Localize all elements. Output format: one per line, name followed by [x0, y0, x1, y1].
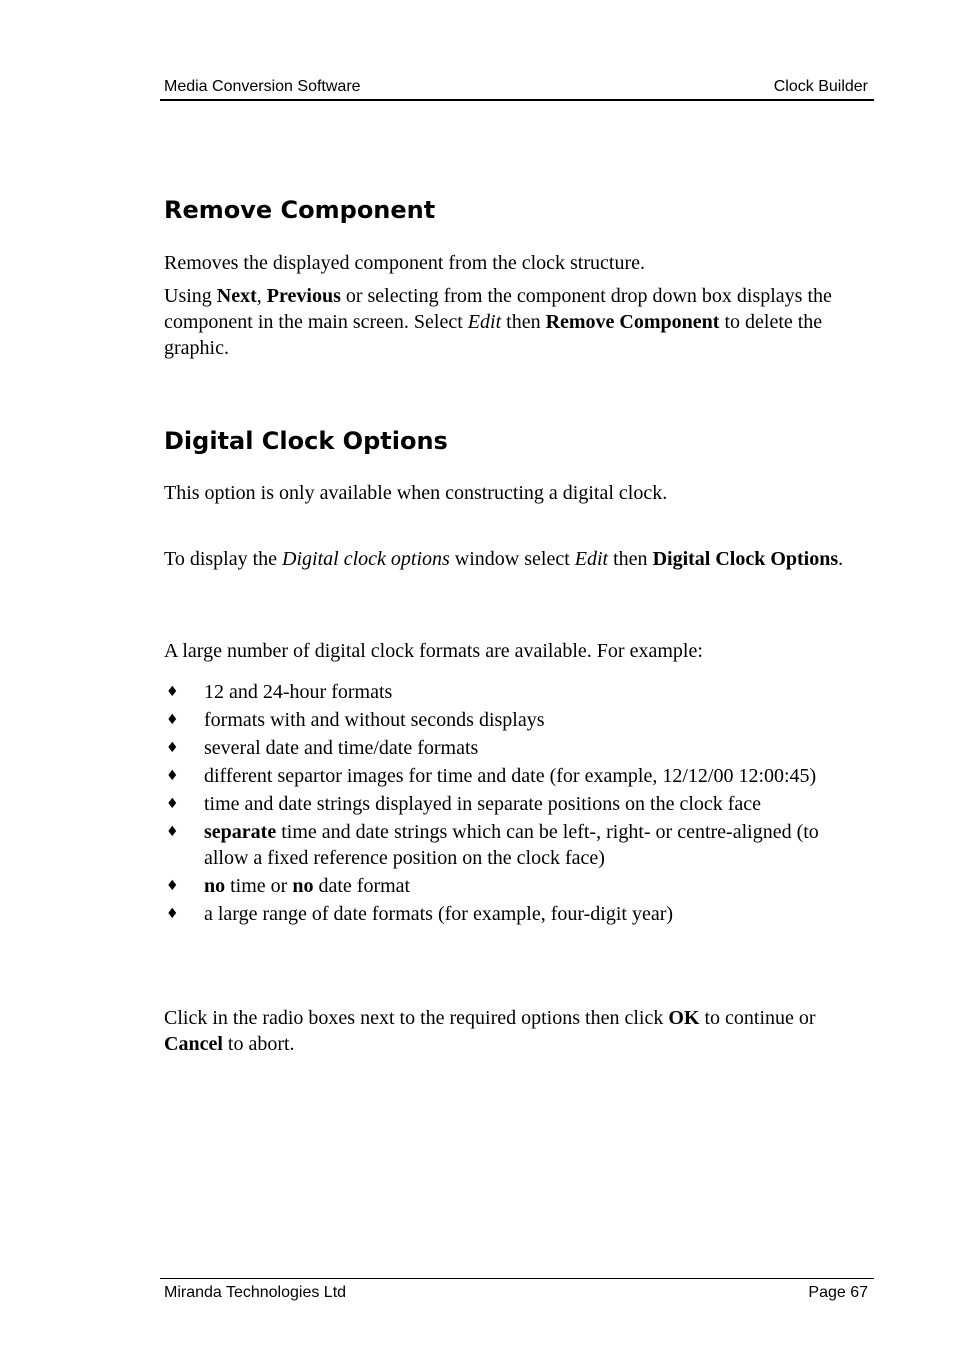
edit-menu-term: Edit — [467, 311, 502, 333]
diamond-bullet-icon: ♦ — [166, 684, 179, 700]
text-fragment: to delete the graphic. — [164, 311, 823, 359]
digital-clock-options-window-term: Digital clock options — [282, 548, 450, 570]
header-document-title: Media Conversion Software — [164, 78, 361, 95]
remove-component-term: Remove Component — [545, 311, 720, 333]
confirm-instructions — [164, 1005, 854, 1057]
page-number: Page 67 — [808, 1284, 868, 1301]
diamond-bullet-icon: ♦ — [166, 740, 179, 756]
cancel-term: Cancel — [164, 1033, 223, 1055]
text-fragment: or selecting from the component drop down box displays the component in the main screen. Select — [164, 285, 832, 333]
list-item — [164, 791, 854, 817]
ok-term: OK — [668, 1007, 700, 1029]
list-item-text: several date and time/date formats — [204, 737, 479, 759]
text-fragment: . — [838, 548, 844, 570]
header-chapter-title: Clock Builder — [773, 78, 868, 95]
list-item-text: 12 and 24-hour formats — [204, 681, 393, 703]
text-fragment: to continue or — [699, 1007, 816, 1029]
footer-company: Miranda Technologies Ltd — [164, 1284, 347, 1301]
list-item-text: a large range of date formats (for example, four-digit year) — [204, 903, 674, 925]
previous-term: Previous — [266, 285, 341, 307]
diamond-bullet-icon: ♦ — [166, 906, 179, 922]
list-item-text: time and date strings which can be left-, right- or centre-aligned (to allow a fixed reference position on the clock face) — [204, 821, 819, 869]
text-fragment: then — [501, 311, 546, 333]
diamond-bullet-icon: ♦ — [166, 796, 179, 812]
formats-intro: A large number of digital clock formats are available. For example: — [164, 640, 703, 662]
digital-display-instructions — [164, 546, 854, 572]
format-list — [164, 679, 854, 929]
diamond-bullet-icon: ♦ — [166, 712, 179, 728]
list-item-text: date format — [313, 875, 411, 897]
no-term: no — [204, 875, 226, 897]
text-fragment: To display the — [164, 548, 283, 570]
list-item-text: time or — [225, 875, 293, 897]
edit-menu-term: Edit — [574, 548, 609, 570]
digital-availability-note: This option is only available when constructing a digital clock. — [164, 482, 668, 504]
heading-remove-component: Remove Component — [164, 196, 436, 224]
list-item-text: time and date strings displayed in separate positions on the clock face — [204, 793, 762, 815]
list-item — [164, 819, 854, 871]
diamond-bullet-icon: ♦ — [166, 768, 179, 784]
diamond-bullet-icon: ♦ — [166, 824, 179, 840]
text-fragment: Using — [164, 285, 217, 307]
list-item — [164, 679, 854, 705]
list-item — [164, 763, 854, 789]
digital-clock-options-term: Digital Clock Options — [652, 548, 839, 570]
text-fragment: window select — [449, 548, 575, 570]
remove-description: Removes the displayed component from the clock structure. — [164, 252, 645, 274]
page-header — [160, 76, 874, 101]
remove-instructions — [164, 283, 854, 361]
list-item — [164, 901, 854, 927]
text-fragment: to abort. — [222, 1033, 295, 1055]
list-item — [164, 873, 854, 899]
list-item — [164, 735, 854, 761]
list-item-text: formats with and without seconds displays — [204, 709, 545, 731]
text-fragment: Click in the radio boxes next to the required options then click — [164, 1007, 669, 1029]
next-term: Next — [216, 285, 257, 307]
list-item — [164, 707, 854, 733]
list-item-text: different separtor images for time and date (for example, 12/12/00 12:00:45) — [204, 765, 817, 787]
heading-digital-clock-options: Digital Clock Options — [164, 427, 448, 455]
text-fragment: then — [608, 548, 653, 570]
separate-term: separate — [204, 821, 277, 843]
no-term: no — [292, 875, 314, 897]
diamond-bullet-icon: ♦ — [166, 878, 179, 894]
page-footer — [160, 1278, 874, 1301]
text-fragment: , — [256, 285, 267, 307]
